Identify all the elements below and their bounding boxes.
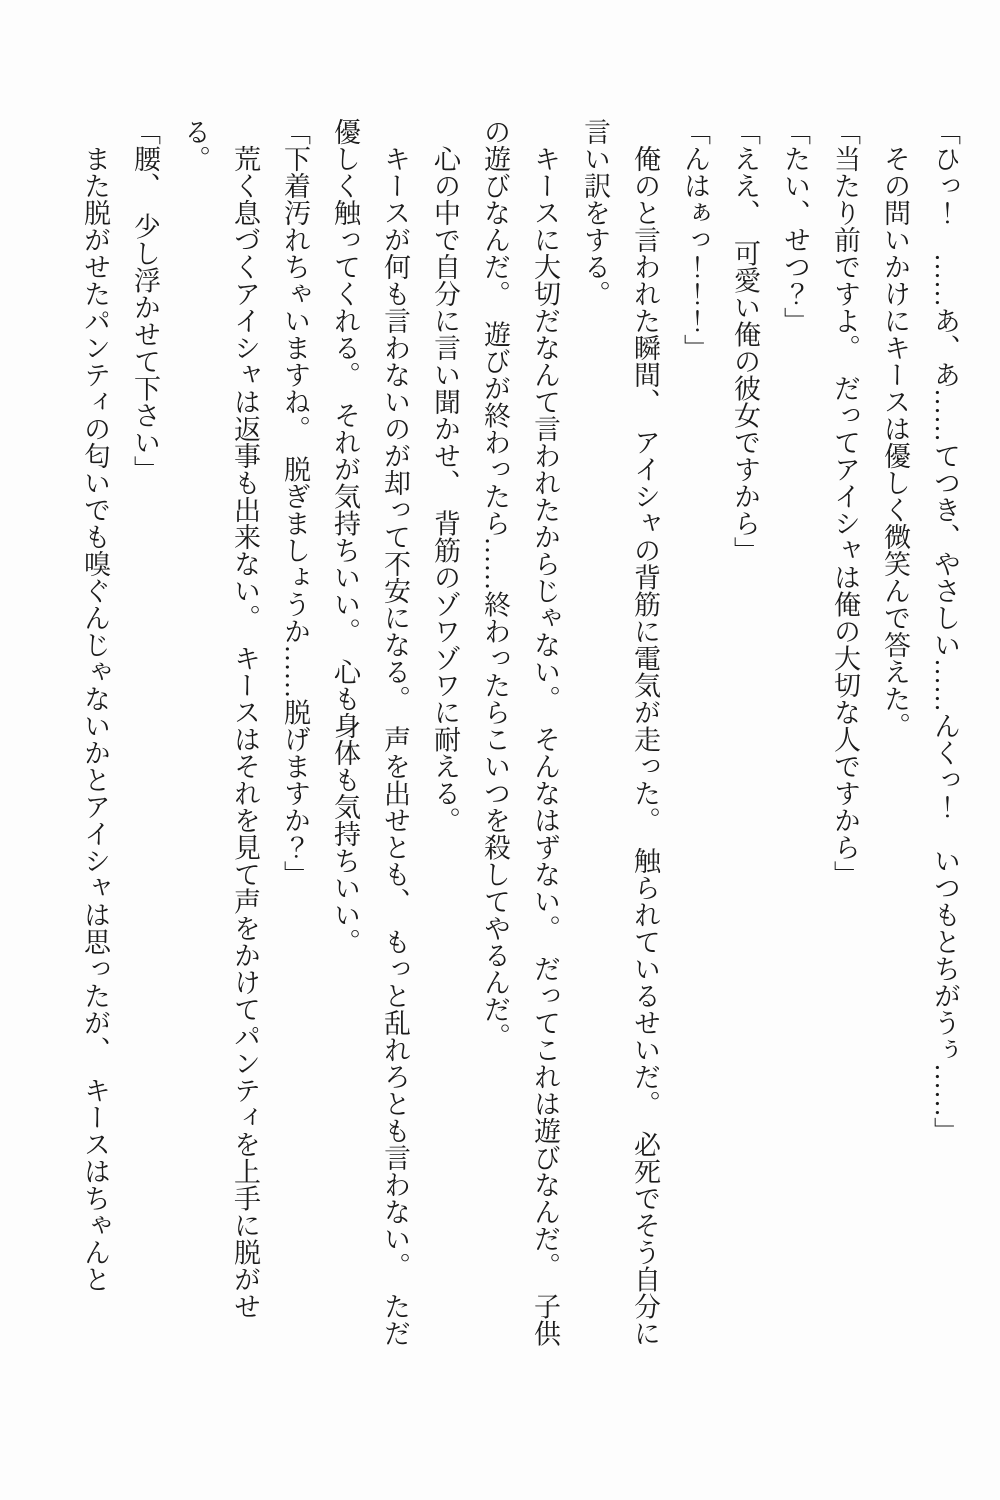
line-13-narration: 優しく触ってくれる。 それが気持ちいい。 心も身体も気持ちいい。 bbox=[330, 118, 360, 955]
line-12-narration: キースが何も言わないのが却って不安になる。 声を出せとも、 もっと乱れろとも言わない。 ただ bbox=[380, 145, 410, 1347]
line-17-dialogue: 「腰、 少し浮かせて下さい」 bbox=[130, 118, 160, 483]
line-15-narration: 荒く息づくアイシャは返事も出来ない。 キースはそれを見て声をかけてパンティを上手に脱がせ bbox=[230, 145, 260, 1320]
line-04-dialogue: 「たい、せつ？」 bbox=[780, 118, 810, 334]
line-11-narration: 心の中で自分に言い聞かせ、 背筋のゾワゾワに耐える。 bbox=[430, 145, 460, 834]
line-18-narration: また脱がせたパンティの匂いでも嗅ぐんじゃないかとアイシャは思ったが、 キースはちゃんと bbox=[80, 145, 110, 1293]
vertical-text-block bbox=[70, 118, 970, 1403]
line-14-dialogue: 「下着汚れちゃいますね。 脱ぎましょうか……脱げますか？」 bbox=[280, 118, 310, 888]
line-08-narration: 言い訳をする。 bbox=[580, 118, 610, 307]
line-01-dialogue: 「ひっ！ ……あ、あ……てつき、やさしい……んくっ！ いつもとちがうぅ……」 bbox=[930, 118, 960, 1144]
line-10-narration: の遊びなんだ。 遊びが終わったら……終わったらこいつを殺してやるんだ。 bbox=[480, 118, 510, 1050]
line-02-narration: その問いかけにキースは優しく微笑んで答えた。 bbox=[880, 145, 910, 739]
line-09-narration: キースに大切だなんて言われたからじゃない。 そんなはずない。 だってこれは遊びなんだ。 子供 bbox=[530, 145, 560, 1347]
line-16-narration: る。 bbox=[180, 118, 210, 172]
line-05-dialogue: 「ええ、 可愛い俺の彼女ですから」 bbox=[730, 118, 760, 564]
line-06-dialogue: 「んはぁっ！！！」 bbox=[680, 118, 710, 361]
line-07-narration: 俺のと言われた瞬間、 アイシャの背筋に電気が走った。 触られているせいだ。 必死でそう自分に bbox=[630, 145, 660, 1347]
line-03-dialogue: 「当たり前ですよ。 だってアイシャは俺の大切な人ですから」 bbox=[830, 118, 860, 888]
